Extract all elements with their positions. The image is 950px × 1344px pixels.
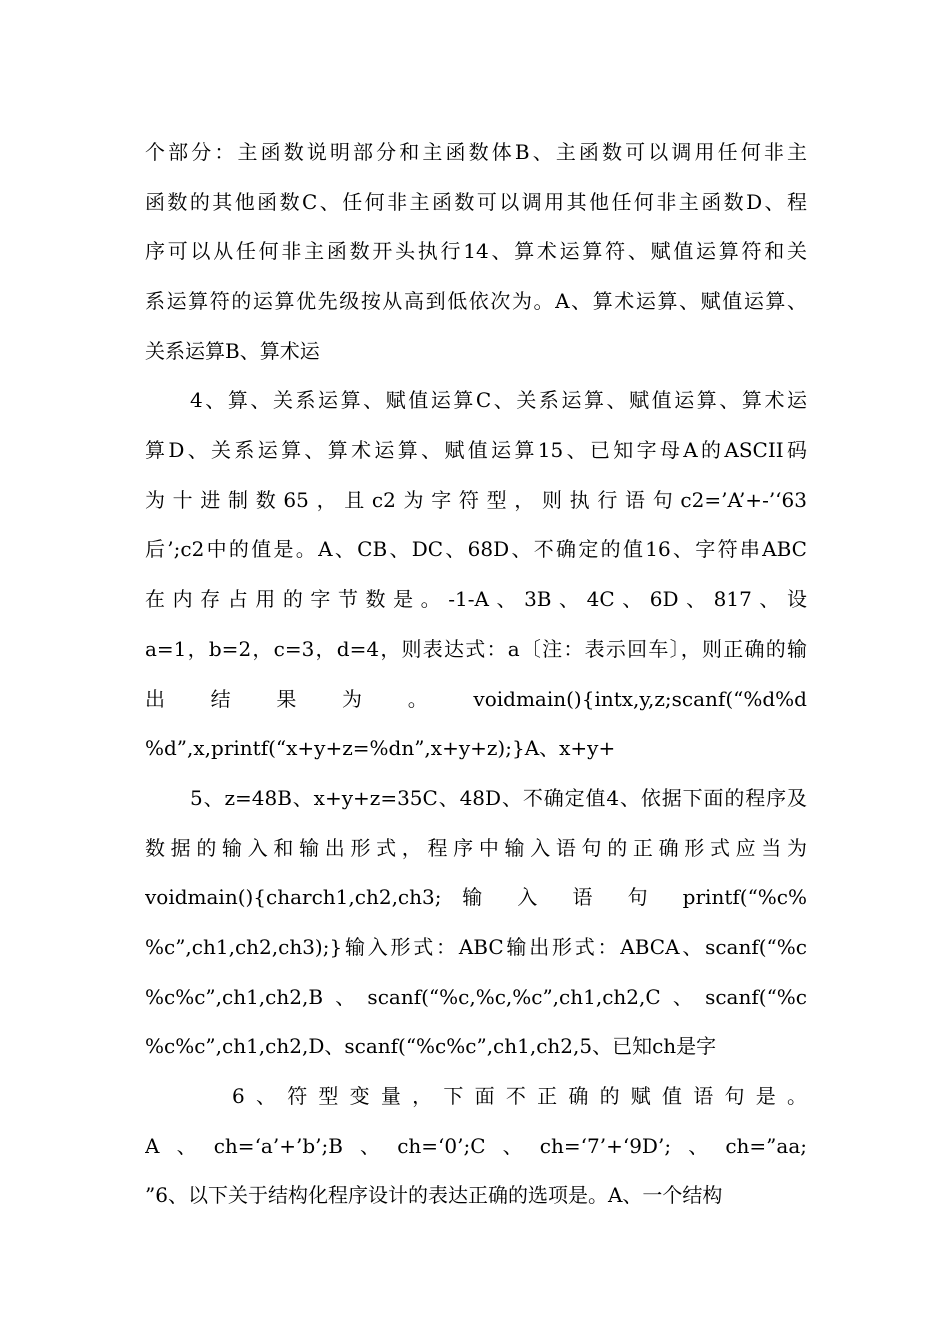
text-line: %c”,ch1,ch2,ch3);}输入形式：ABC输出形式：ABCA、scanf(“%c	[145, 935, 807, 959]
text-line: 序可以从任何非主函数开头执行14、算术运算符、赋值运算符和关	[145, 239, 807, 263]
text-line: 4、算、关系运算、赋值运算C、关系运算、赋值运算、算术运	[190, 388, 807, 412]
text-line: 5、z=48B、x+y+z=35C、48D、不确定值4、依据下面的程序及	[190, 786, 807, 810]
text-line: 出 结 果 为 。 voidmain(){intx,y,z;scanf(“%d%d	[145, 687, 807, 711]
text-line: 6、符型变量，下面不正确的赋值语句是。	[232, 1084, 807, 1108]
text-line: 关系运算B、算术运	[145, 339, 320, 363]
text-line: 数据的输入和输出形式，程序中输入语句的正确形式应当为	[145, 836, 807, 860]
text-line: a=1，b=2，c=3，d=4，则表达式：a〔注：表示回车〕，则正确的输	[145, 637, 807, 661]
text-line: ”6、以下关于结构化程序设计的表达正确的选项是。A、一个结构	[145, 1183, 723, 1207]
text-line: 算D、关系运算、算术运算、赋值运算15、已知字母A的ASCII码	[145, 438, 807, 462]
text-line: %c%c”,ch1,ch2,D、scanf(“%c%c”,ch1,ch2,5、已知ch是字	[145, 1034, 717, 1058]
text-line: voidmain(){charch1,ch2,ch3; 输 入 语 句 printf(“%c%	[145, 885, 807, 909]
text-line: 个部分：主函数说明部分和主函数体B、主函数可以调用任何非主	[145, 140, 807, 164]
text-line: 为十进制数65，且c2为字符型，则执行语句c2=’A’+-’‘63	[145, 488, 807, 512]
text-line: 后’;c2中的值是。A、CB、DC、68D、不确定的值16、字符串ABC	[145, 537, 807, 561]
text-line: 函数的其他函数C、任何非主函数可以调用其他任何非主函数D、程	[145, 190, 807, 214]
text-line: %d”,x,printf(“x+y+z=%dn”,x+y+z);}A、x+y+	[145, 736, 616, 760]
text-line: A、ch=‘a’+’b’;B、ch=‘0’;C、ch=‘7’+‘9D’;、ch=”aa;	[145, 1134, 807, 1158]
text-line: 系运算符的运算优先级按从高到低依次为。A、算术运算、赋值运算、	[145, 289, 807, 313]
text-line: 在内存占用的字节数是。-1-A、3B、4C、6D、817、设	[145, 587, 807, 611]
text-line: %c%c”,ch1,ch2,B、scanf(“%c,%c,%c”,ch1,ch2,C、scanf(“%c	[145, 985, 807, 1009]
